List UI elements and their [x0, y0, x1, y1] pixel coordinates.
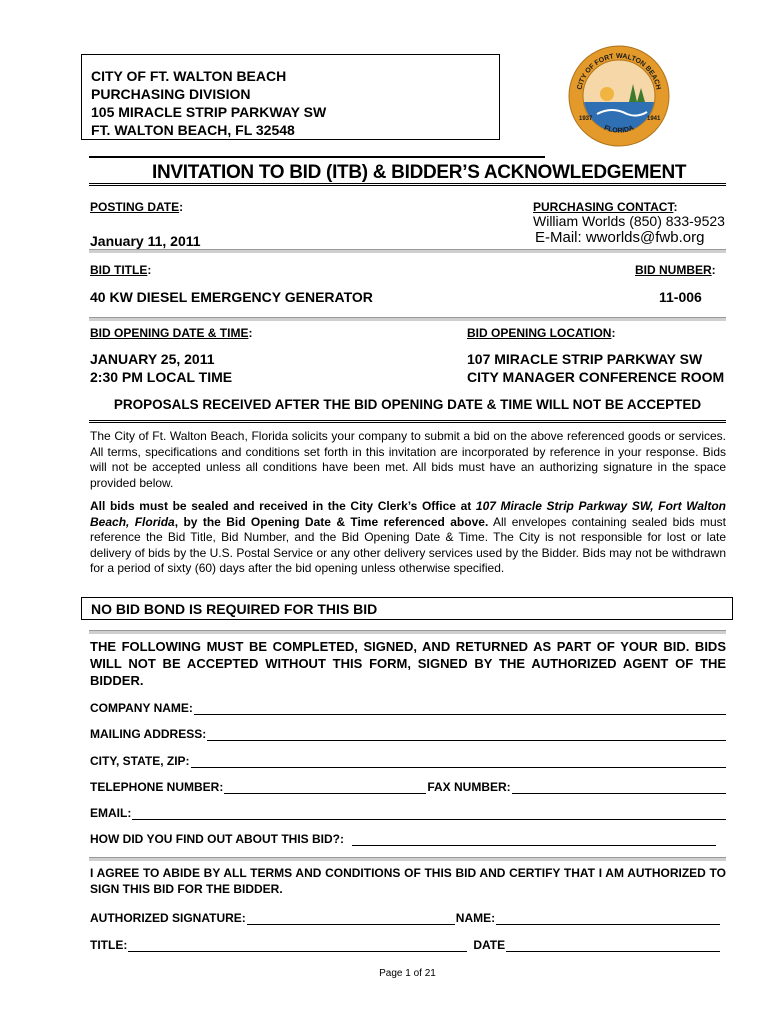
bid-title-label-row [90, 263, 151, 277]
posting-date-colon: : [179, 200, 184, 214]
bid-opening-colon: : [248, 326, 253, 340]
posting-date: January 11, 2011 [90, 233, 201, 249]
company-name-line[interactable] [194, 702, 726, 715]
email-field[interactable] [90, 806, 726, 820]
mailing-address-field[interactable] [90, 727, 726, 741]
divider [89, 317, 726, 321]
submission-bold-b: , by the Bid Opening Date & Time referenced above. [174, 514, 489, 529]
company-name-label: COMPANY NAME: [90, 701, 193, 715]
referral-source-label: HOW DID YOU FIND OUT ABOUT THIS BID?: [90, 832, 344, 846]
seal-year-right: 1941 [647, 116, 661, 122]
company-name-field[interactable] [90, 701, 726, 715]
divider [89, 630, 726, 634]
referral-source-field[interactable] [90, 832, 726, 846]
signature-label: AUTHORIZED SIGNATURE: [90, 911, 246, 925]
location-line-2: CITY MANAGER CONFERENCE ROOM [467, 369, 725, 385]
bid-opening-label-row [90, 326, 252, 340]
seal-text-bottom: FLORIDA [603, 124, 635, 135]
late-proposals-notice: PROPOSALS RECEIVED AFTER THE BID OPENING DATE & TIME WILL NOT BE ACCEPTED [113, 397, 702, 412]
title-line[interactable] [128, 939, 467, 952]
division-name: PURCHASING DIVISION [91, 86, 251, 102]
bid-opening-location [467, 350, 724, 386]
signature-line[interactable] [247, 912, 455, 925]
document-title: INVITATION TO BID (ITB) & BIDDER’S ACKNOWLEDGEMENT [152, 162, 687, 183]
name-label: NAME: [455, 911, 496, 925]
seal-year-left: 1937 [579, 116, 593, 122]
city-seal-logo [567, 44, 671, 148]
fax-label: FAX NUMBER: [427, 780, 511, 794]
bid-opening-time: 2:30 PM LOCAL TIME [90, 369, 233, 385]
purchasing-contact-colon: : [673, 200, 678, 214]
title-label: TITLE: [90, 938, 128, 952]
bid-number-label: BID NUMBER [635, 263, 712, 277]
bid-opening-date: JANUARY 25, 2011 [90, 351, 215, 367]
signature-name-row [90, 911, 726, 925]
fax-line[interactable] [512, 781, 726, 794]
city-name: CITY OF FT. WALTON BEACH [91, 68, 287, 84]
title-rule-top [89, 156, 545, 158]
submission-bold-a: All bids must be sealed and received in the City Clerk’s Office at [90, 499, 476, 513]
title-rule-bottom [89, 183, 726, 186]
seal-text-top: CITY OF FORT WALTON BEACH [576, 52, 662, 91]
telephone-line[interactable] [224, 781, 426, 794]
email-label: EMAIL: [90, 806, 132, 820]
submission-paragraph [90, 499, 726, 577]
agreement-statement: I AGREE TO ABIDE BY ALL TERMS AND CONDITIONS OF THIS BID AND CERTIFY THAT I AM AUTHORIZED TO SIGN THIS BID FOR THE BIDDER. [90, 866, 726, 896]
bid-location-label-row [467, 326, 615, 340]
bid-bond-notice: NO BID BOND IS REQUIRED FOR THIS BID [91, 601, 378, 617]
bid-title-colon: : [147, 263, 152, 277]
mailing-address-label: MAILING ADDRESS: [90, 727, 207, 741]
purchasing-contact-label-row [533, 200, 677, 214]
purchasing-contact-label: PURCHASING CONTACT [533, 200, 674, 214]
divider [89, 857, 726, 861]
submission-rest: All envelopes containing sealed bids must reference the Bid Title, Bid Number, and the Bid Opening Date & Time. The City is not responsible for lost or late delivery of bids by the U.S. Postal Service or any other delivery services used by the Bidder. Bids may not be withdrawn for a period of sixty (60) days after the bid opening unless otherwise specified. [90, 514, 726, 575]
title-date-row [90, 938, 726, 952]
street-address: 105 MIRACLE STRIP PARKWAY SW [91, 104, 327, 120]
page-number: Page 1 of 21 [379, 968, 436, 979]
bid-number-label-row [635, 263, 716, 277]
name-line[interactable] [496, 912, 720, 925]
posting-date-label-row [90, 200, 183, 214]
city-state-zip-line[interactable] [191, 755, 726, 768]
divider [89, 249, 726, 253]
referral-source-line[interactable] [352, 833, 716, 846]
completion-notice: THE FOLLOWING MUST BE COMPLETED, SIGNED, AND RETURNED AS PART OF YOUR BID. BIDS WILL NOT BE ACCEPTED WITHOUT THIS FORM, SIGNED BY THE AUTHORIZED AGENT OF THE BIDDER. [90, 639, 726, 688]
city-state-zip: FT. WALTON BEACH, FL 32548 [91, 122, 295, 138]
city-state-zip-field[interactable] [90, 754, 726, 768]
divider [89, 420, 726, 423]
bid-location-label: BID OPENING LOCATION [467, 326, 612, 340]
bid-title-label: BID TITLE [90, 263, 148, 277]
bid-opening-datetime [90, 350, 232, 386]
submission-address: 107 Miracle Strip Parkway SW, Fort Walton Beach, Florida [90, 499, 726, 529]
mailing-address-line[interactable] [207, 728, 726, 741]
intro-paragraph: The City of Ft. Walton Beach, Florida solicits your company to submit a bid on the above referenced goods or services. All terms, specifications and conditions set forth in this invitation are incorporated by reference in your response. Bids will not be accepted unless all conditions have been met. All bids must have an authorizing signature in the space provided below. [90, 429, 726, 490]
city-address-box [81, 54, 500, 140]
contact-name-phone: William Worlds (850) 833-9523 [533, 213, 725, 229]
bid-title: 40 KW DIESEL EMERGENCY GENERATOR [90, 289, 373, 305]
bid-location-colon: : [611, 326, 616, 340]
city-state-zip-label: CITY, STATE, ZIP: [90, 754, 190, 768]
phone-fax-row [90, 780, 726, 794]
bid-number: 11-006 [659, 289, 702, 305]
email-line[interactable] [132, 807, 726, 820]
telephone-label: TELEPHONE NUMBER: [90, 780, 224, 794]
location-line-1: 107 MIRACLE STRIP PARKWAY SW [467, 351, 703, 367]
posting-date-label: POSTING DATE [90, 200, 180, 214]
date-line[interactable] [506, 939, 720, 952]
bid-number-colon: : [711, 263, 716, 277]
bid-bond-box [81, 597, 733, 620]
contact-email: E-Mail: wworlds@fwb.org [535, 229, 705, 246]
date-label: DATE [473, 938, 506, 952]
bid-opening-label: BID OPENING DATE & TIME [90, 326, 249, 340]
